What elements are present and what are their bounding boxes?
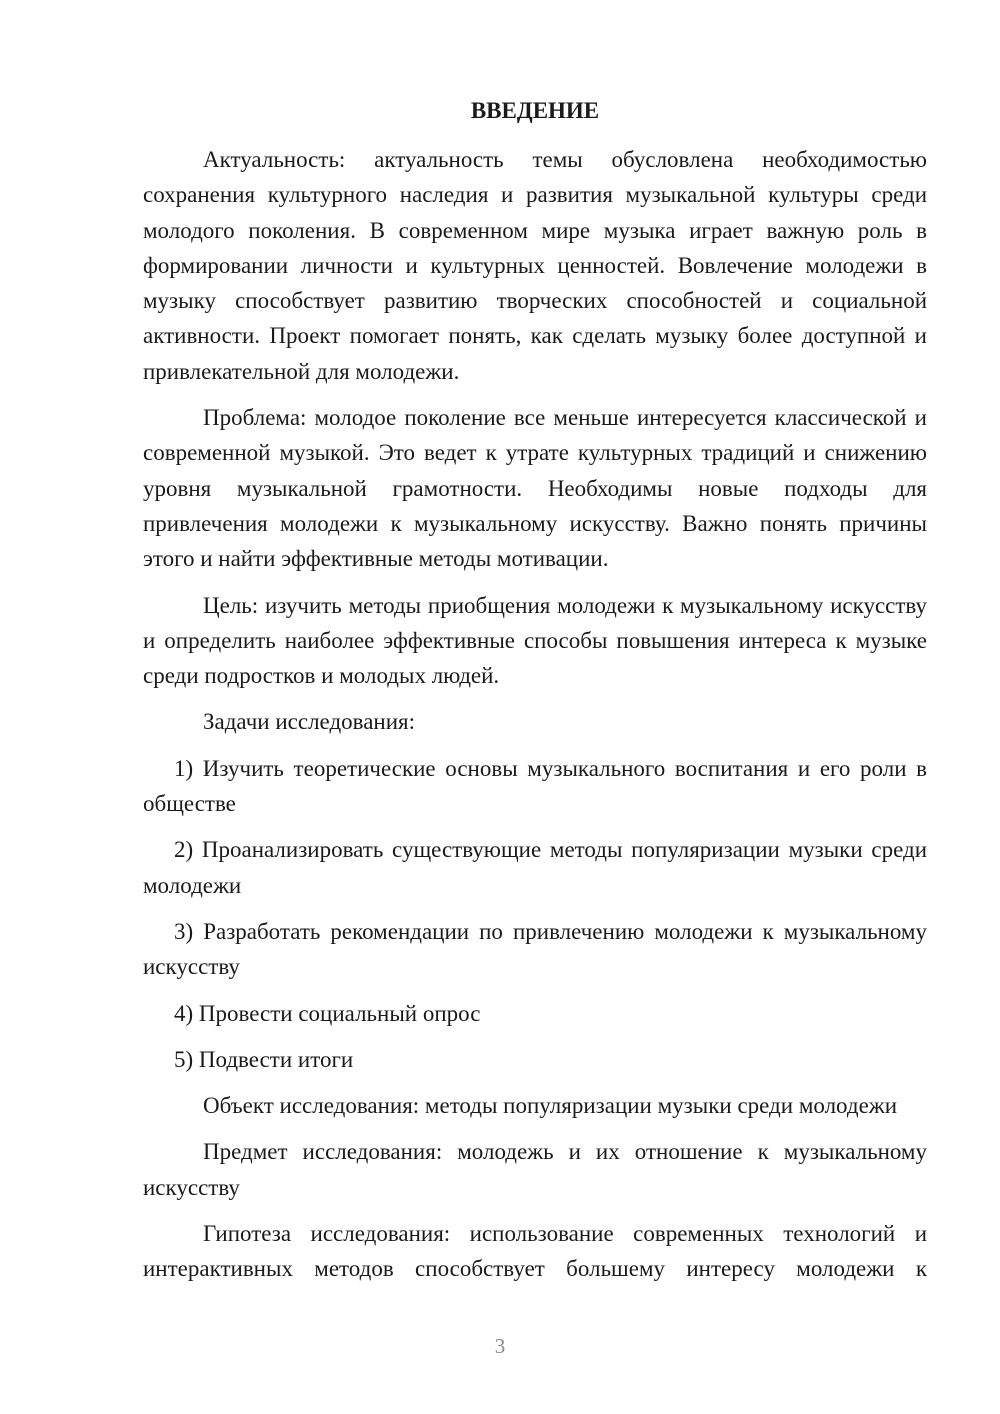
subject-paragraph: Предмет исследования: молодежь и их отношение к музыкальному искусству [143, 1139, 927, 1200]
goal-paragraph: Цель: изучить методы приобщения молодежи к музыкальному искусству и определить наиболее эффективные способы повышения интереса к музыке среди подростков и молодых людей. [143, 592, 927, 689]
relevance-paragraph: Актуальность: актуальность темы обусловлена необходимостью сохранения культурного наследия и развития музыкальной культуры среди молодого поколения. В современном мире музыка играет важную роль в формировании личности и культурных ценностей. Вовлечение молодежи в музыку способствует развитию творческих способностей и социальной активности. Проект помогает понять, как сделать музыку более доступной и привлекательной для молодежи. [143, 147, 927, 384]
document-body [143, 142, 927, 1287]
task-item-1: 1) Изучить теоретические основы музыкального воспитания и его роли в обществе [143, 755, 927, 817]
object-paragraph: Объект исследования: методы популяризации музыки среди молодежи [203, 1093, 897, 1119]
hypothesis-paragraph: Гипотеза исследования: использование современных технологий и интерактивных методов способствует большему интересу молодежи к [143, 1221, 927, 1282]
problem-paragraph: Проблема: молодое поколение все меньше интересуется классической и современной музыкой. Это ведет к утрате культурных традиций и снижению уровня музыкальной грамотности. Необходимы новые подходы для привлечения молодежи к музыкальному искусству. Важно понять причины этого и найти эффективные методы мотивации. [143, 405, 927, 572]
task-item-5: 5) Подвести итоги [174, 1046, 354, 1072]
page-title: ВВЕДЕНИЕ [470, 98, 600, 123]
tasks-title: Задачи исследования: [203, 709, 416, 735]
page-number: 3 [494, 1334, 506, 1358]
task-item-2: 2) Проанализировать существующие методы популяризации музыки среди молодежи [143, 837, 927, 898]
task-item-3: 3) Разработать рекомендации по привлечению молодежи к музыкальному искусству [143, 918, 927, 980]
task-item-4: 4) Провести социальный опрос [174, 1000, 481, 1026]
